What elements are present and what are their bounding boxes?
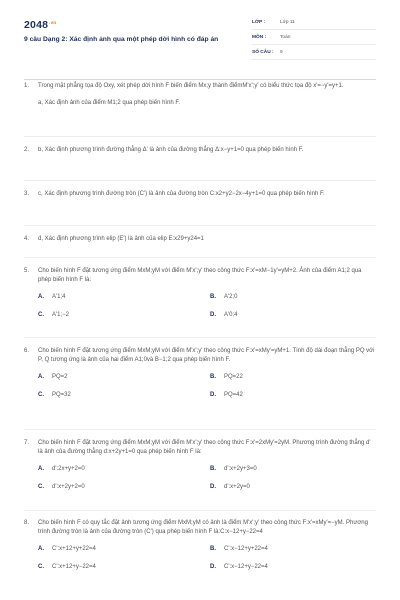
- answer-options: [38, 465, 376, 491]
- meta-row-subject: [252, 33, 376, 45]
- option-letter: C.: [38, 483, 44, 490]
- option-letter: B.: [210, 465, 216, 472]
- divider: [24, 225, 376, 226]
- question-number: 2.: [24, 147, 30, 153]
- meta-value: Lớp 11: [280, 20, 295, 26]
- option-letter: A.: [38, 373, 44, 380]
- meta-panel: [252, 18, 376, 63]
- answer-options: [38, 293, 376, 319]
- option-d[interactable]: [210, 391, 382, 399]
- question-number: 7.: [24, 440, 30, 446]
- option-text: PQ=42: [224, 391, 243, 398]
- header: [24, 18, 376, 80]
- option-letter: A.: [38, 545, 44, 552]
- question-text: c, Xác định phương trình đường tròn (C') là ảnh của đường tròn C:x2+y2−2x−4y+1=0 qua phép biến hình F.: [38, 191, 325, 197]
- option-letter: C.: [38, 563, 44, 570]
- question-2: [24, 146, 376, 155]
- question-number: 1.: [24, 83, 30, 89]
- option-c[interactable]: [38, 483, 210, 491]
- question-text: b, Xác định phương trình đường thẳng Δ' là ảnh của đường thẳng Δ:x−y+1=0 qua phép biến hình F.: [38, 147, 304, 153]
- option-text: A'0;4: [224, 311, 238, 318]
- meta-row-class: [252, 18, 376, 30]
- question-text: Trong mặt phẳng tọa độ Oxy, xét phép dời hình F biến điểm Mx;y thành điểmM'x';y' có biểu thức tọa độ x'=−y'=y+1.: [38, 83, 344, 89]
- option-letter: D.: [210, 483, 216, 490]
- logo-text: 2048: [24, 19, 49, 31]
- divider: [24, 510, 376, 511]
- option-c[interactable]: [38, 563, 210, 571]
- question-text: Cho biến hình F có quy tắc đặt ảnh tương ứng điểm MxM;yM có ảnh là điểm M'x';y' theo công thức F:x'=xMy'=−yM. Phương trình đường tròn là ảnh của đường tròn (C') qua phép biến hình F là:C:x−12+y−22=4: [38, 520, 368, 536]
- divider: [24, 429, 376, 430]
- option-a[interactable]: [38, 545, 210, 553]
- question-text: Cho biến hình F đặt tương ứng điểm MxM;yM với điểm M'x';y' theo công thức F:x'=2xMy'=2yM. Phương trình đường thẳng d' là ảnh của đường thẳng d:x+2y+1=0 qua phép biến hình F là:: [38, 440, 371, 456]
- answer-options: [38, 373, 376, 399]
- question-4: [24, 235, 376, 244]
- question-3: [24, 190, 376, 199]
- option-letter: C.: [38, 391, 44, 398]
- option-letter: A.: [38, 293, 44, 300]
- meta-label: LỚP :: [252, 20, 266, 26]
- option-text: C':x−12+y+22=4: [224, 545, 268, 552]
- question-number: 6.: [24, 348, 30, 354]
- question-number: 3.: [24, 191, 30, 197]
- option-text: A'1;4: [52, 293, 66, 300]
- site-logo[interactable]: [24, 18, 56, 32]
- meta-value: 9: [280, 50, 283, 56]
- option-text: d':2x+y+2=0: [52, 465, 85, 472]
- option-letter: B.: [210, 293, 216, 300]
- question-7: [24, 439, 376, 491]
- page-title: 9 câu Dạng 2: Xác định ảnh qua một phép dời hình có đáp án: [24, 36, 219, 43]
- option-text: PQ=2: [52, 373, 68, 380]
- option-a[interactable]: [38, 293, 210, 301]
- question-5: [24, 267, 376, 319]
- option-text: A'1;−2: [52, 311, 69, 318]
- option-b[interactable]: [210, 293, 382, 301]
- option-text: d':x+2y+3=0: [224, 465, 257, 472]
- option-letter: C.: [38, 311, 44, 318]
- option-letter: D.: [210, 563, 216, 570]
- logo-suffix: .vn: [49, 19, 57, 25]
- option-text: d':x+2y+2=0: [52, 483, 85, 490]
- question-6: [24, 347, 376, 399]
- option-letter: B.: [210, 545, 216, 552]
- option-text: C':x−12+y−22=4: [224, 563, 268, 570]
- divider: [24, 136, 376, 137]
- divider: [24, 337, 376, 338]
- option-c[interactable]: [38, 391, 210, 399]
- divider: [24, 257, 376, 258]
- question-8: [24, 519, 376, 571]
- question-text: d, Xác định phương trình elip (E') là ảnh của elip E:x29+y24=1: [38, 236, 204, 242]
- option-letter: B.: [210, 373, 216, 380]
- option-text: C':x+12+y+22=4: [52, 545, 96, 552]
- option-text: d':x+2y=0: [224, 483, 250, 490]
- question-number: 4.: [24, 236, 30, 242]
- meta-label: SỐ CÂU :: [252, 50, 274, 56]
- option-a[interactable]: [38, 465, 210, 473]
- question-1: [24, 82, 376, 107]
- option-b[interactable]: [210, 545, 382, 553]
- option-letter: A.: [38, 465, 44, 472]
- meta-row-count: [252, 48, 376, 60]
- option-text: C':x+12+y−22=4: [52, 563, 96, 570]
- meta-value: Toán: [280, 35, 291, 41]
- option-b[interactable]: [210, 373, 382, 381]
- option-letter: D.: [210, 391, 216, 398]
- answer-options: [38, 545, 376, 571]
- meta-label: MÔN :: [252, 35, 267, 41]
- question-text: Cho biến hình F đặt tương ứng điểm MxM;yM với điểm M'x';y' theo công thức F:x'=xMy'=yM+1. Tính độ dài đoạn thẳng PQ với P, Q tương ứng là ảnh của hai điểm A1;0và B−1;2 qua phép biến hình F.: [38, 348, 375, 364]
- question-text: Cho biến hình F đặt tương ứng điểm MxM;yM với điểm M'x';y' theo công thức F:x'=xM−1y'=yM+2. Ảnh của điểm A1;2 qua phép biến hình F là:: [38, 268, 362, 284]
- option-letter: D.: [210, 311, 216, 318]
- divider: [24, 180, 376, 181]
- question-number: 5.: [24, 268, 30, 274]
- option-a[interactable]: [38, 373, 210, 381]
- option-b[interactable]: [210, 465, 382, 473]
- question-number: 8.: [24, 520, 30, 526]
- option-text: PQ=32: [52, 391, 71, 398]
- option-text: PQ=22: [224, 373, 243, 380]
- question-subtext: a, Xác định ảnh của điểm M1;2 qua phép biến hình F.: [38, 100, 181, 107]
- option-d[interactable]: [210, 483, 382, 491]
- option-d[interactable]: [210, 311, 382, 319]
- option-c[interactable]: [38, 311, 210, 319]
- option-d[interactable]: [210, 563, 382, 571]
- option-text: A'2;0: [224, 293, 238, 300]
